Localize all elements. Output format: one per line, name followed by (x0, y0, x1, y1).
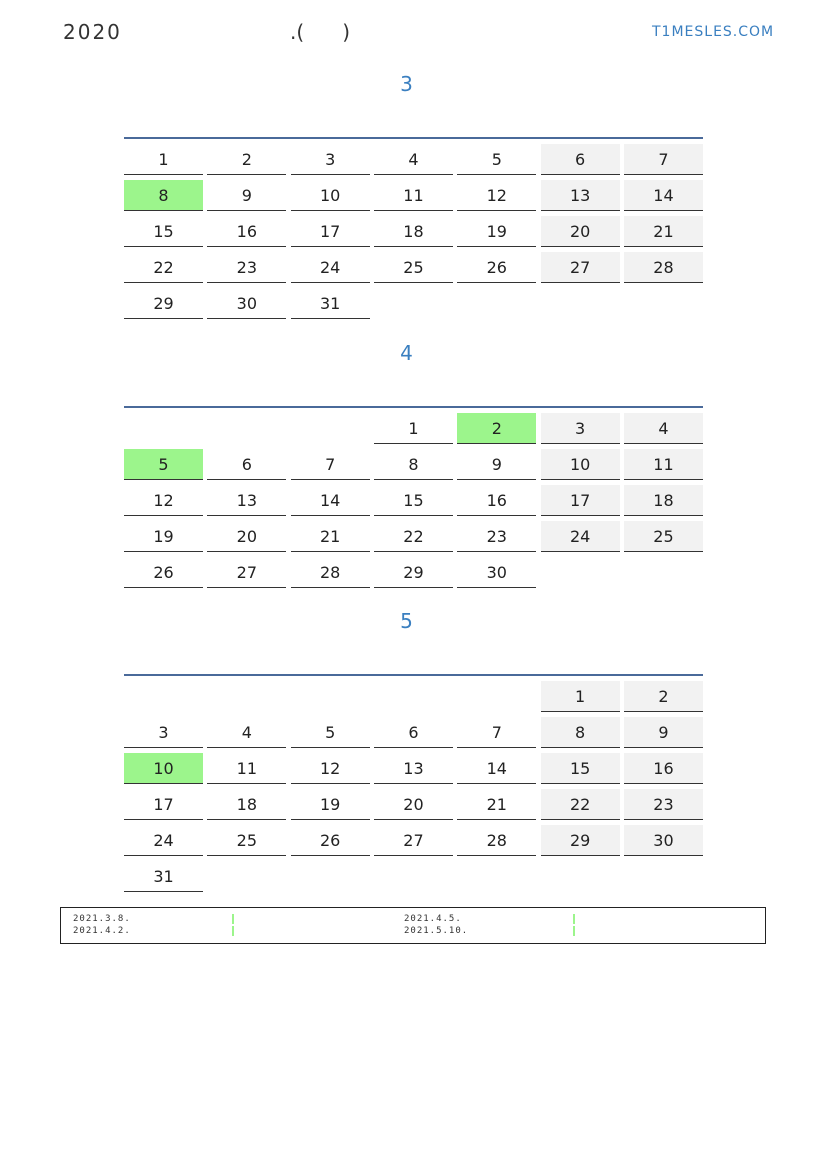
weekend-day-cell: 8 (541, 717, 620, 748)
day-cell: 3 (291, 144, 370, 175)
legend-date: 2021.3.8. (73, 914, 131, 924)
calendar-top-rule (124, 137, 703, 139)
site-link[interactable]: T1MESLES.COM (652, 24, 775, 40)
legend-date: 2021.5.10. (404, 926, 469, 936)
day-cell: 20 (374, 789, 453, 820)
weekend-day-cell: 14 (624, 180, 703, 211)
day-cell: 5 (291, 717, 370, 748)
empty-day-cell (541, 557, 620, 588)
day-cell: 22 (124, 252, 203, 283)
day-cell: 12 (457, 180, 536, 211)
day-cell: 16 (207, 216, 286, 247)
weekend-day-cell: 25 (624, 521, 703, 552)
calendar-week-row (124, 825, 703, 861)
calendar-april (124, 406, 703, 593)
day-cell: 21 (291, 521, 370, 552)
weekend-day-cell: 29 (541, 825, 620, 856)
empty-day-cell (374, 681, 453, 712)
day-cell: 14 (291, 485, 370, 516)
day-cell: 8 (374, 449, 453, 480)
empty-day-cell (457, 681, 536, 712)
empty-day-cell (291, 861, 370, 892)
month-title-april: 4 (400, 341, 413, 365)
day-cell: 19 (291, 789, 370, 820)
day-cell: 26 (291, 825, 370, 856)
weekend-day-cell: 3 (541, 413, 620, 444)
day-cell: 11 (374, 180, 453, 211)
header-title: .( ) (290, 20, 351, 44)
day-cell: 29 (124, 288, 203, 319)
weekend-day-cell: 18 (624, 485, 703, 516)
weekend-day-cell: 10 (541, 449, 620, 480)
empty-day-cell (624, 288, 703, 319)
day-cell: 9 (207, 180, 286, 211)
day-cell: 27 (374, 825, 453, 856)
calendar-top-rule (124, 674, 703, 676)
calendar-week-row (124, 789, 703, 825)
calendar-week-row (124, 861, 703, 897)
calendar-week-row (124, 252, 703, 288)
day-cell: 4 (207, 717, 286, 748)
empty-day-cell (624, 861, 703, 892)
calendar-march (124, 137, 703, 324)
calendar-top-rule (124, 406, 703, 408)
day-cell: 13 (374, 753, 453, 784)
empty-day-cell (291, 413, 370, 444)
day-cell: 7 (291, 449, 370, 480)
day-cell: 28 (291, 557, 370, 588)
empty-day-cell (374, 288, 453, 319)
holiday-day-cell: 10 (124, 753, 203, 784)
day-cell: 5 (457, 144, 536, 175)
day-cell: 19 (124, 521, 203, 552)
day-cell: 6 (207, 449, 286, 480)
day-cell: 18 (374, 216, 453, 247)
calendar-week-row (124, 681, 703, 717)
day-cell: 15 (374, 485, 453, 516)
weekend-day-cell: 13 (541, 180, 620, 211)
weekend-day-cell: 17 (541, 485, 620, 516)
calendar-may (124, 674, 703, 897)
day-cell: 9 (457, 449, 536, 480)
holiday-day-cell: 8 (124, 180, 203, 211)
weekend-day-cell: 22 (541, 789, 620, 820)
weekend-day-cell: 27 (541, 252, 620, 283)
weekend-day-cell: 15 (541, 753, 620, 784)
day-cell: 25 (207, 825, 286, 856)
day-cell: 24 (291, 252, 370, 283)
weekend-day-cell: 9 (624, 717, 703, 748)
day-cell: 2 (207, 144, 286, 175)
month-title-march: 3 (400, 72, 413, 96)
empty-day-cell (541, 288, 620, 319)
day-cell: 17 (124, 789, 203, 820)
legend-marker (232, 926, 234, 936)
legend-date: 2021.4.5. (404, 914, 462, 924)
empty-day-cell (624, 557, 703, 588)
weekend-day-cell: 11 (624, 449, 703, 480)
day-cell: 22 (374, 521, 453, 552)
holiday-day-cell: 5 (124, 449, 203, 480)
day-cell: 25 (374, 252, 453, 283)
empty-day-cell (124, 681, 203, 712)
calendar-week-row (124, 180, 703, 216)
calendar-week-row (124, 413, 703, 449)
weekend-day-cell: 2 (624, 681, 703, 712)
legend-marker (573, 914, 575, 924)
weekend-day-cell: 21 (624, 216, 703, 247)
day-cell: 12 (124, 485, 203, 516)
day-cell: 12 (291, 753, 370, 784)
day-cell: 16 (457, 485, 536, 516)
month-title-may: 5 (400, 609, 413, 633)
calendar-week-row (124, 485, 703, 521)
weekend-day-cell: 16 (624, 753, 703, 784)
calendar-week-row (124, 449, 703, 485)
calendar-week-row (124, 216, 703, 252)
day-cell: 30 (207, 288, 286, 319)
day-cell: 24 (124, 825, 203, 856)
empty-day-cell (457, 288, 536, 319)
calendar-week-row (124, 753, 703, 789)
weekend-day-cell: 4 (624, 413, 703, 444)
empty-day-cell (124, 413, 203, 444)
day-cell: 15 (124, 216, 203, 247)
empty-day-cell (207, 861, 286, 892)
day-cell: 14 (457, 753, 536, 784)
calendar-week-row (124, 288, 703, 324)
day-cell: 28 (457, 825, 536, 856)
day-cell: 19 (457, 216, 536, 247)
weekend-day-cell: 23 (624, 789, 703, 820)
weekend-day-cell: 24 (541, 521, 620, 552)
legend-marker (232, 914, 234, 924)
day-cell: 11 (207, 753, 286, 784)
calendar-week-row (124, 144, 703, 180)
holiday-legend (60, 907, 766, 944)
empty-day-cell (374, 861, 453, 892)
day-cell: 31 (291, 288, 370, 319)
day-cell: 23 (207, 252, 286, 283)
empty-day-cell (457, 861, 536, 892)
day-cell: 21 (457, 789, 536, 820)
day-cell: 10 (291, 180, 370, 211)
day-cell: 1 (124, 144, 203, 175)
empty-day-cell (207, 681, 286, 712)
header-year: 2020 (63, 20, 122, 44)
weekend-day-cell: 30 (624, 825, 703, 856)
weekend-day-cell: 7 (624, 144, 703, 175)
weekend-day-cell: 28 (624, 252, 703, 283)
day-cell: 6 (374, 717, 453, 748)
day-cell: 31 (124, 861, 203, 892)
empty-day-cell (541, 861, 620, 892)
day-cell: 26 (124, 557, 203, 588)
weekend-day-cell: 6 (541, 144, 620, 175)
day-cell: 17 (291, 216, 370, 247)
day-cell: 3 (124, 717, 203, 748)
day-cell: 27 (207, 557, 286, 588)
calendar-week-row (124, 521, 703, 557)
empty-day-cell (207, 413, 286, 444)
day-cell: 7 (457, 717, 536, 748)
holiday-day-cell: 2 (457, 413, 536, 444)
empty-day-cell (291, 681, 370, 712)
day-cell: 30 (457, 557, 536, 588)
day-cell: 23 (457, 521, 536, 552)
day-cell: 13 (207, 485, 286, 516)
calendar-week-row (124, 557, 703, 593)
calendar-week-row (124, 717, 703, 753)
legend-date: 2021.4.2. (73, 926, 131, 936)
weekend-day-cell: 1 (541, 681, 620, 712)
day-cell: 20 (207, 521, 286, 552)
legend-marker (573, 926, 575, 936)
day-cell: 1 (374, 413, 453, 444)
weekend-day-cell: 20 (541, 216, 620, 247)
day-cell: 18 (207, 789, 286, 820)
day-cell: 29 (374, 557, 453, 588)
day-cell: 4 (374, 144, 453, 175)
day-cell: 26 (457, 252, 536, 283)
